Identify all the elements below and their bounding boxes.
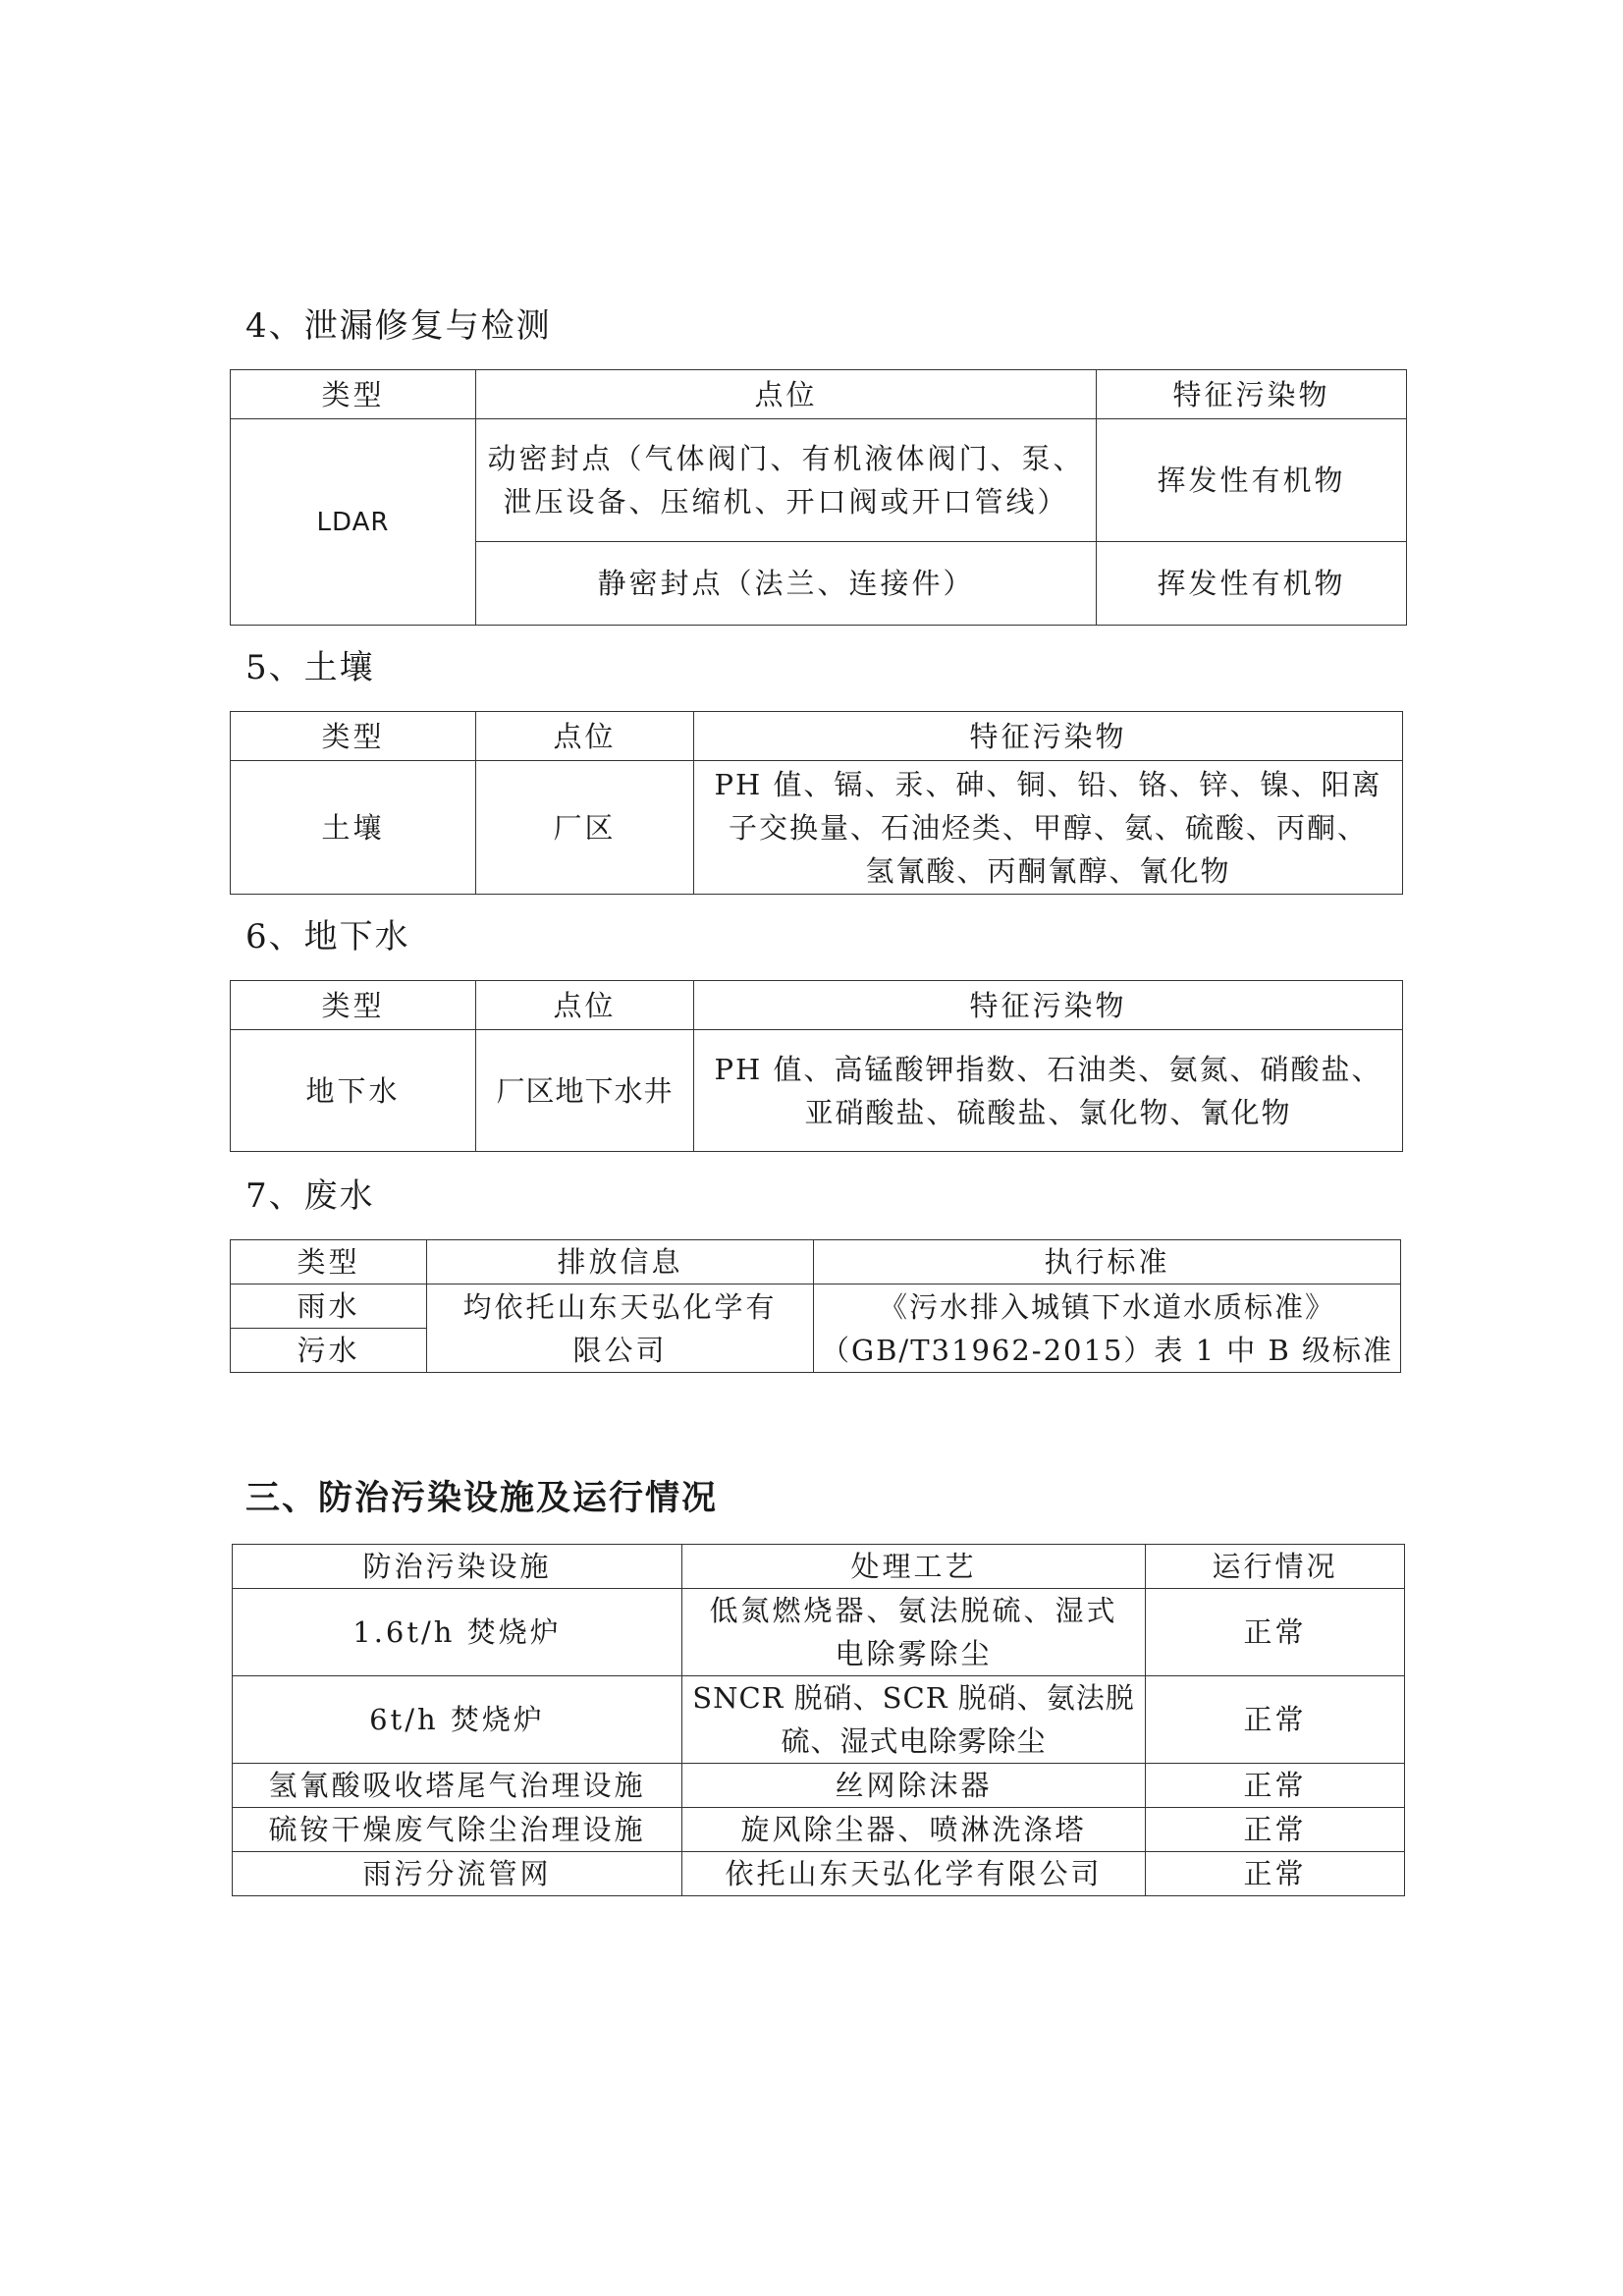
section-7-heading: 7、废水	[245, 1176, 375, 1216]
process-line: SNCR 脱硝、SCR 脱硝、氨法脱	[692, 1681, 1135, 1715]
process-cell	[682, 1589, 1146, 1676]
point-cell: 厂区	[476, 761, 694, 895]
table-row	[233, 1852, 1405, 1896]
process-line: 电除雾除尘	[835, 1637, 993, 1670]
facility-cell: 硫铵干燥废气除尘治理设施	[233, 1808, 682, 1852]
type-cell-sewage: 污水	[231, 1329, 427, 1373]
standard-cell	[814, 1285, 1401, 1373]
process-line: 硫、湿式电除雾除尘	[781, 1724, 1047, 1758]
status-cell: 正常	[1146, 1852, 1405, 1896]
facility-cell: 氢氰酸吸收塔尾气治理设施	[233, 1764, 682, 1808]
point-cell: 静密封点（法兰、连接件）	[476, 542, 1097, 626]
table-header-row	[231, 981, 1403, 1030]
header-standard: 执行标准	[814, 1240, 1401, 1285]
process-cell: 丝网除沫器	[682, 1764, 1146, 1808]
status-cell: 正常	[1146, 1589, 1405, 1676]
header-point: 点位	[476, 370, 1097, 419]
type-cell: LDAR	[231, 419, 476, 626]
header-point: 点位	[476, 712, 694, 761]
soil-table	[230, 711, 1403, 895]
pollutant-line: 子交换量、石油烃类、甲醇、氨、硫酸、丙酮、	[728, 810, 1368, 845]
standard-line: 《污水排入城镇下水道水质标准》	[878, 1289, 1335, 1324]
ldar-table	[230, 369, 1407, 626]
facilities-table	[232, 1544, 1405, 1896]
process-cell: 旋风除尘器、喷淋洗涤塔	[682, 1808, 1146, 1852]
pollutant-cell: 挥发性有机物	[1097, 542, 1407, 626]
point-cell	[476, 419, 1097, 542]
pollutant-line: 亚硝酸盐、硫酸盐、氯化物、氰化物	[804, 1095, 1292, 1129]
section-4-heading: 4、泄漏修复与检测	[245, 306, 552, 346]
table-row	[231, 1030, 1403, 1152]
pollutant-cell	[694, 1030, 1403, 1152]
status-cell: 正常	[1146, 1676, 1405, 1764]
status-cell: 正常	[1146, 1808, 1405, 1852]
process-cell	[682, 1676, 1146, 1764]
table-row	[233, 1676, 1405, 1764]
facility-cell: 6t/h 焚烧炉	[233, 1676, 682, 1764]
header-type: 类型	[231, 1240, 427, 1285]
header-status: 运行情况	[1146, 1545, 1405, 1589]
point-line: 泄压设备、压缩机、开口阀或开口管线）	[503, 485, 1069, 519]
table-row	[231, 419, 1407, 542]
discharge-info-cell	[427, 1285, 814, 1373]
header-info: 排放信息	[427, 1240, 814, 1285]
section-6-heading: 6、地下水	[245, 917, 410, 957]
header-type: 类型	[231, 712, 476, 761]
facility-cell: 雨污分流管网	[233, 1852, 682, 1896]
table-row	[233, 1589, 1405, 1676]
info-line: 限公司	[572, 1333, 668, 1367]
standard-line: （GB/T31962-2015）表 1 中 B 级标准	[820, 1333, 1394, 1367]
header-process: 处理工艺	[682, 1545, 1146, 1589]
status-cell: 正常	[1146, 1764, 1405, 1808]
table-row	[231, 1285, 1401, 1329]
header-pollutant: 特征污染物	[1097, 370, 1407, 419]
table-header-row	[231, 712, 1403, 761]
type-cell-rain: 雨水	[231, 1285, 427, 1329]
table-row	[231, 761, 1403, 895]
groundwater-table	[230, 980, 1403, 1152]
header-pollutant: 特征污染物	[694, 981, 1403, 1030]
facility-cell: 1.6t/h 焚烧炉	[233, 1589, 682, 1676]
table-header-row	[231, 1240, 1401, 1285]
pollutant-cell: 挥发性有机物	[1097, 419, 1407, 542]
pollutant-line: 氢氰酸、丙酮氰醇、氰化物	[865, 853, 1231, 888]
pollutant-line: PH 值、镉、汞、砷、铜、铅、铬、锌、镍、阳离	[714, 767, 1382, 801]
header-point: 点位	[476, 981, 694, 1030]
table-header-row	[231, 370, 1407, 419]
type-cell: 土壤	[231, 761, 476, 895]
section-5-heading: 5、土壤	[245, 648, 375, 687]
process-line: 低氮燃烧器、氨法脱硫、湿式	[709, 1594, 1118, 1627]
point-cell: 厂区地下水井	[476, 1030, 694, 1152]
wastewater-table	[230, 1239, 1401, 1373]
point-line: 动密封点（气体阀门、有机液体阀门、泵、	[487, 442, 1085, 475]
pollutant-cell	[694, 761, 1403, 895]
section-3-heading: 三、防治污染设施及运行情况	[245, 1479, 719, 1518]
header-type: 类型	[231, 370, 476, 419]
header-pollutant: 特征污染物	[694, 712, 1403, 761]
process-cell: 依托山东天弘化学有限公司	[682, 1852, 1146, 1896]
table-row	[233, 1808, 1405, 1852]
header-type: 类型	[231, 981, 476, 1030]
table-row	[233, 1764, 1405, 1808]
header-facility: 防治污染设施	[233, 1545, 682, 1589]
type-cell: 地下水	[231, 1030, 476, 1152]
info-line: 均依托山东天弘化学有	[462, 1289, 778, 1324]
pollutant-line: PH 值、高锰酸钾指数、石油类、氨氮、硝酸盐、	[714, 1052, 1382, 1086]
table-header-row	[233, 1545, 1405, 1589]
